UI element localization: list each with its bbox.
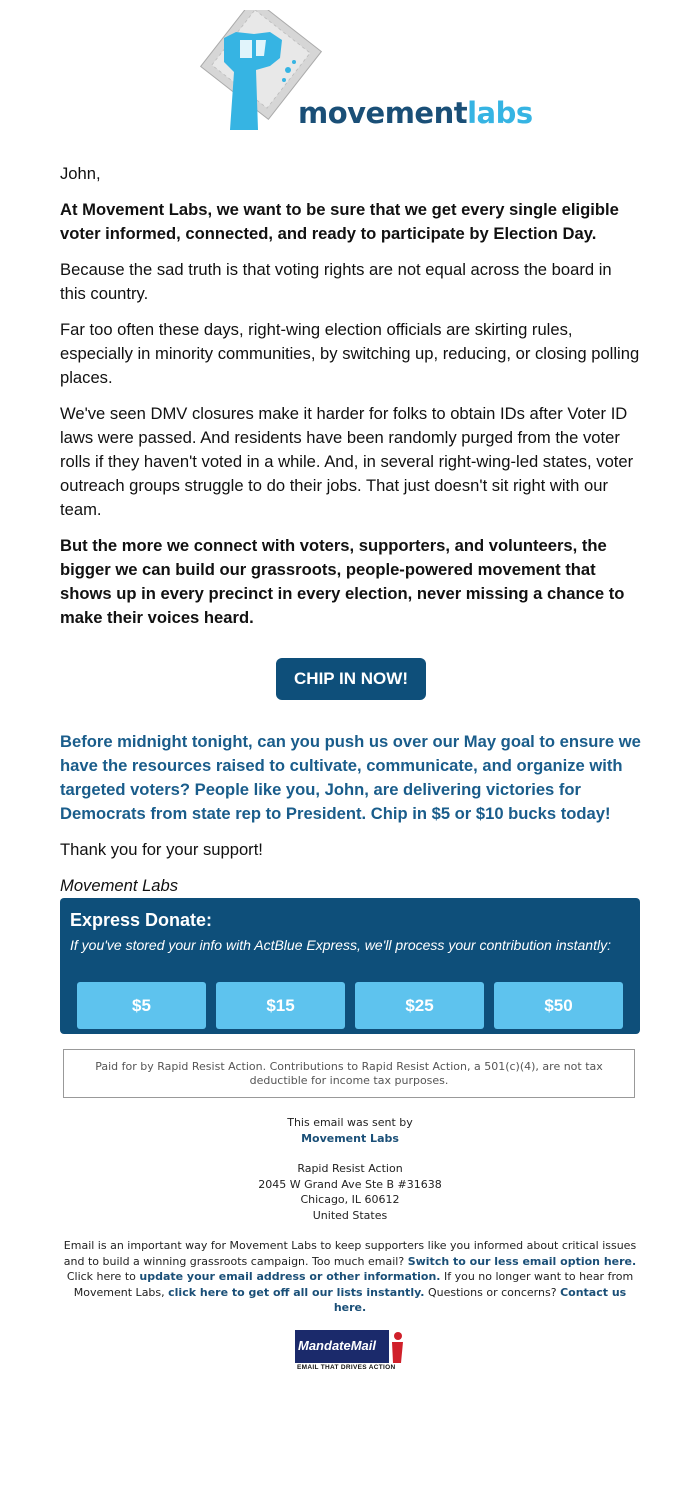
paragraph-1: At Movement Labs, we want to be sure that we get every single eligible voter informed, connected, and ready to participate by Election Day. xyxy=(60,200,619,243)
movement-labs-logo xyxy=(196,10,533,135)
email-footer xyxy=(60,1115,640,1316)
footer-text-4: Questions or concerns? xyxy=(427,1285,557,1299)
footer-text-1: Email is an important way for Movement Labs to keep supporters like you informed about critical issues and to build a winning grassroots campaign. Too much email? xyxy=(63,1239,637,1268)
sent-by-text: This email was sent by xyxy=(287,1116,413,1129)
mandatemail-badge[interactable] xyxy=(295,1330,407,1374)
amount-button-15[interactable]: $15 xyxy=(216,982,345,1029)
paragraph-2: Because the sad truth is that voting rights are not equal across the board in this country. xyxy=(60,260,612,303)
less-email-link[interactable]: Switch to our less email option here. xyxy=(407,1254,637,1268)
sender-link[interactable]: Movement Labs xyxy=(301,1131,399,1145)
signature: Movement Labs xyxy=(60,876,179,895)
express-title: Express Donate: xyxy=(70,910,213,930)
amount-buttons xyxy=(77,982,623,1029)
amount-button-50[interactable]: $50 xyxy=(494,982,623,1029)
logo-wordmark xyxy=(298,96,533,130)
thanks-text: Thank you for your support! xyxy=(60,840,263,859)
address-org: Rapid Resist Action xyxy=(297,1162,403,1175)
amount-button-25[interactable]: $25 xyxy=(355,982,484,1029)
update-info-link[interactable]: update your email address or other information. xyxy=(139,1270,441,1283)
paragraph-3: Far too often these days, right-wing election officials are skirting rules, especially in minority communities, by switching up, reducing, or closing polling places. xyxy=(60,320,640,387)
logo-wordmark-part1: movement xyxy=(298,96,468,130)
contact-link[interactable]: Contact us here. xyxy=(333,1285,627,1314)
address-city: Chicago, IL 60612 xyxy=(300,1193,400,1206)
greeting: John, xyxy=(60,164,101,183)
paragraph-5: But the more we connect with voters, supporters, and volunteers, the bigger we can build our grassroots, people-powered movement that shows up in every precinct in every election, never missing a chance to make their voices heard. xyxy=(60,536,625,627)
paragraph-6-link[interactable]: Before midnight tonight, can you push us over our May goal to ensure we have the resources raised to cultivate, communicate, and organize with targeted voters? People like you, John, are delivering victories for Democrats from state rep to President. Chip in $5 or $10 bucks today! xyxy=(60,732,641,823)
address-country: United States xyxy=(312,1208,388,1222)
footer-notice xyxy=(60,1238,640,1316)
express-donate-panel xyxy=(60,898,640,1034)
paragraph-4: We've seen DMV closures make it harder for folks to obtain IDs after Voter ID laws were passed. And residents have been randomly purged from the voter rolls if they haven't voted in a while. And, in several right-wing-led states, voter outreach groups struggle to do their jobs. That just doesn't sit right with our team. xyxy=(60,404,634,519)
email-body xyxy=(60,162,642,910)
unsubscribe-link[interactable]: click here to get off all our lists instantly. xyxy=(168,1285,425,1299)
chip-in-button[interactable]: CHIP IN NOW! xyxy=(276,658,426,700)
address-street: 2045 W Grand Ave Ste B #31638 xyxy=(258,1177,442,1191)
mandatemail-name: MandateMail xyxy=(298,1338,377,1353)
mandatemail-figure-icon xyxy=(389,1330,405,1364)
mandatemail-tagline: EMAIL THAT DRIVES ACTION xyxy=(297,1364,396,1371)
paid-for-disclaimer: Paid for by Rapid Resist Action. Contributions to Rapid Resist Action, a 501(c)(4), are not tax deductible for income tax purposes. xyxy=(63,1049,635,1098)
express-subtitle: If you've stored your info with ActBlue Express, we'll process your contribution instantly: xyxy=(70,937,611,953)
footer-text-2: Click here to xyxy=(66,1270,136,1283)
logo-wordmark-part2: labs xyxy=(467,96,533,130)
cta-wrapper xyxy=(60,658,642,700)
amount-button-5[interactable]: $5 xyxy=(77,982,206,1029)
footer-text-3: If you no longer want to hear from Movement Labs, xyxy=(73,1270,634,1299)
